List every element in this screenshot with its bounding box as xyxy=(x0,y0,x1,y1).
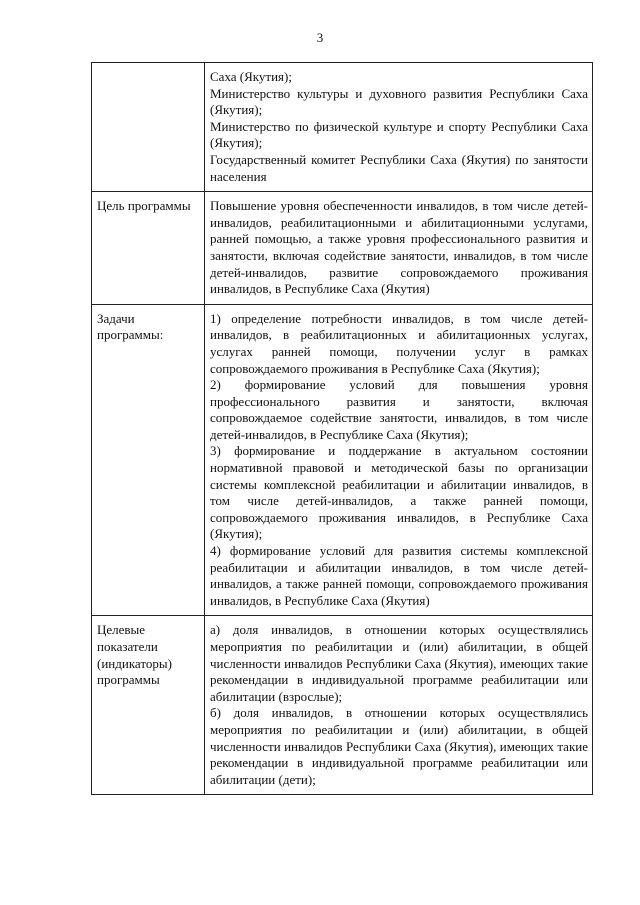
table-row xyxy=(92,616,593,795)
program-passport-table xyxy=(91,62,593,795)
row-content xyxy=(205,616,593,795)
row-label: Задачи программы: xyxy=(92,304,205,616)
paragraph: 3) формирование и поддержание в актуальном состоянии нормативной правовой и методической базы по организации системы комплексной реабилитации и абилитации инвалидов, в том числе детей-инвалидов, а также ранней помощи, сопровождаемого проживания инвалидов, в Республике Саха (Якутия); xyxy=(210,443,588,542)
row-content xyxy=(205,63,593,192)
page-number: 3 xyxy=(316,30,324,45)
table-row xyxy=(92,304,593,616)
paragraph: Министерство культуры и духовного развития Республики Саха (Якутия); xyxy=(210,85,588,118)
table-row xyxy=(92,63,593,192)
row-label: Цель программы xyxy=(92,192,205,305)
paragraph: Министерство по физической культуре и спорту Республики Саха (Якутия); xyxy=(210,118,588,151)
paragraph: Саха (Якутия); xyxy=(210,69,292,84)
paragraph: 4) формирование условий для развития системы комплексной реабилитации и абилитации инвалидов, в том числе детей-инвалидов, а также ранней помощи, сопровождаемого проживания инвалидов, в Республике Саха (Якутия) xyxy=(210,543,588,608)
row-content xyxy=(205,192,593,305)
paragraph: Государственный комитет Республики Саха (Якутия) по занятости населения xyxy=(210,151,588,184)
row-label xyxy=(92,63,205,192)
row-content xyxy=(205,304,593,616)
paragraph: 1) определение потребности инвалидов, в том числе детей-инвалидов, в реабилитационных и абилитационных услугах, услугах ранней помощи, получении услуг в рамках сопровождаемого проживания в Республике Саха (Якутия); xyxy=(210,310,588,376)
table-row xyxy=(92,192,593,305)
paragraph: Повышение уровня обеспеченности инвалидов, в том числе детей-инвалидов, реабилитационными и абилитационными услугами, ранней помощью, а также уровня профессионального развития и занятости, включая содействие занятости, инвалидов, в том числе детей-инвалидов, развитие сопровождаемого проживания инвалидов, в Республике Саха (Якутия) xyxy=(210,198,588,297)
paragraph: 2) формирование условий для повышения уровня профессионального развития и занятости, включая сопровождаемое содействие занятости, инвалидов, в том числе детей-инвалидов, в Республике Саха (Якутия); xyxy=(210,377,588,442)
row-label: Целевые показатели (индикаторы) программы xyxy=(92,616,205,795)
paragraph: б) доля инвалидов, в отношении которых осуществлялись мероприятия по реабилитации и (или) абилитации, в общей численности инвалидов Республики Саха (Якутия), имеющих такие рекомендации в индивидуальной программе реабилитации или абилитации (дети); xyxy=(210,705,588,787)
paragraph: а) доля инвалидов, в отношении которых осуществлялись мероприятия по реабилитации и (или) абилитации, в общей численности инвалидов Республики Саха (Якутия), имеющих такие рекомендации в индивидуальной программе реабилитации или абилитации (взрослые); xyxy=(210,622,588,704)
